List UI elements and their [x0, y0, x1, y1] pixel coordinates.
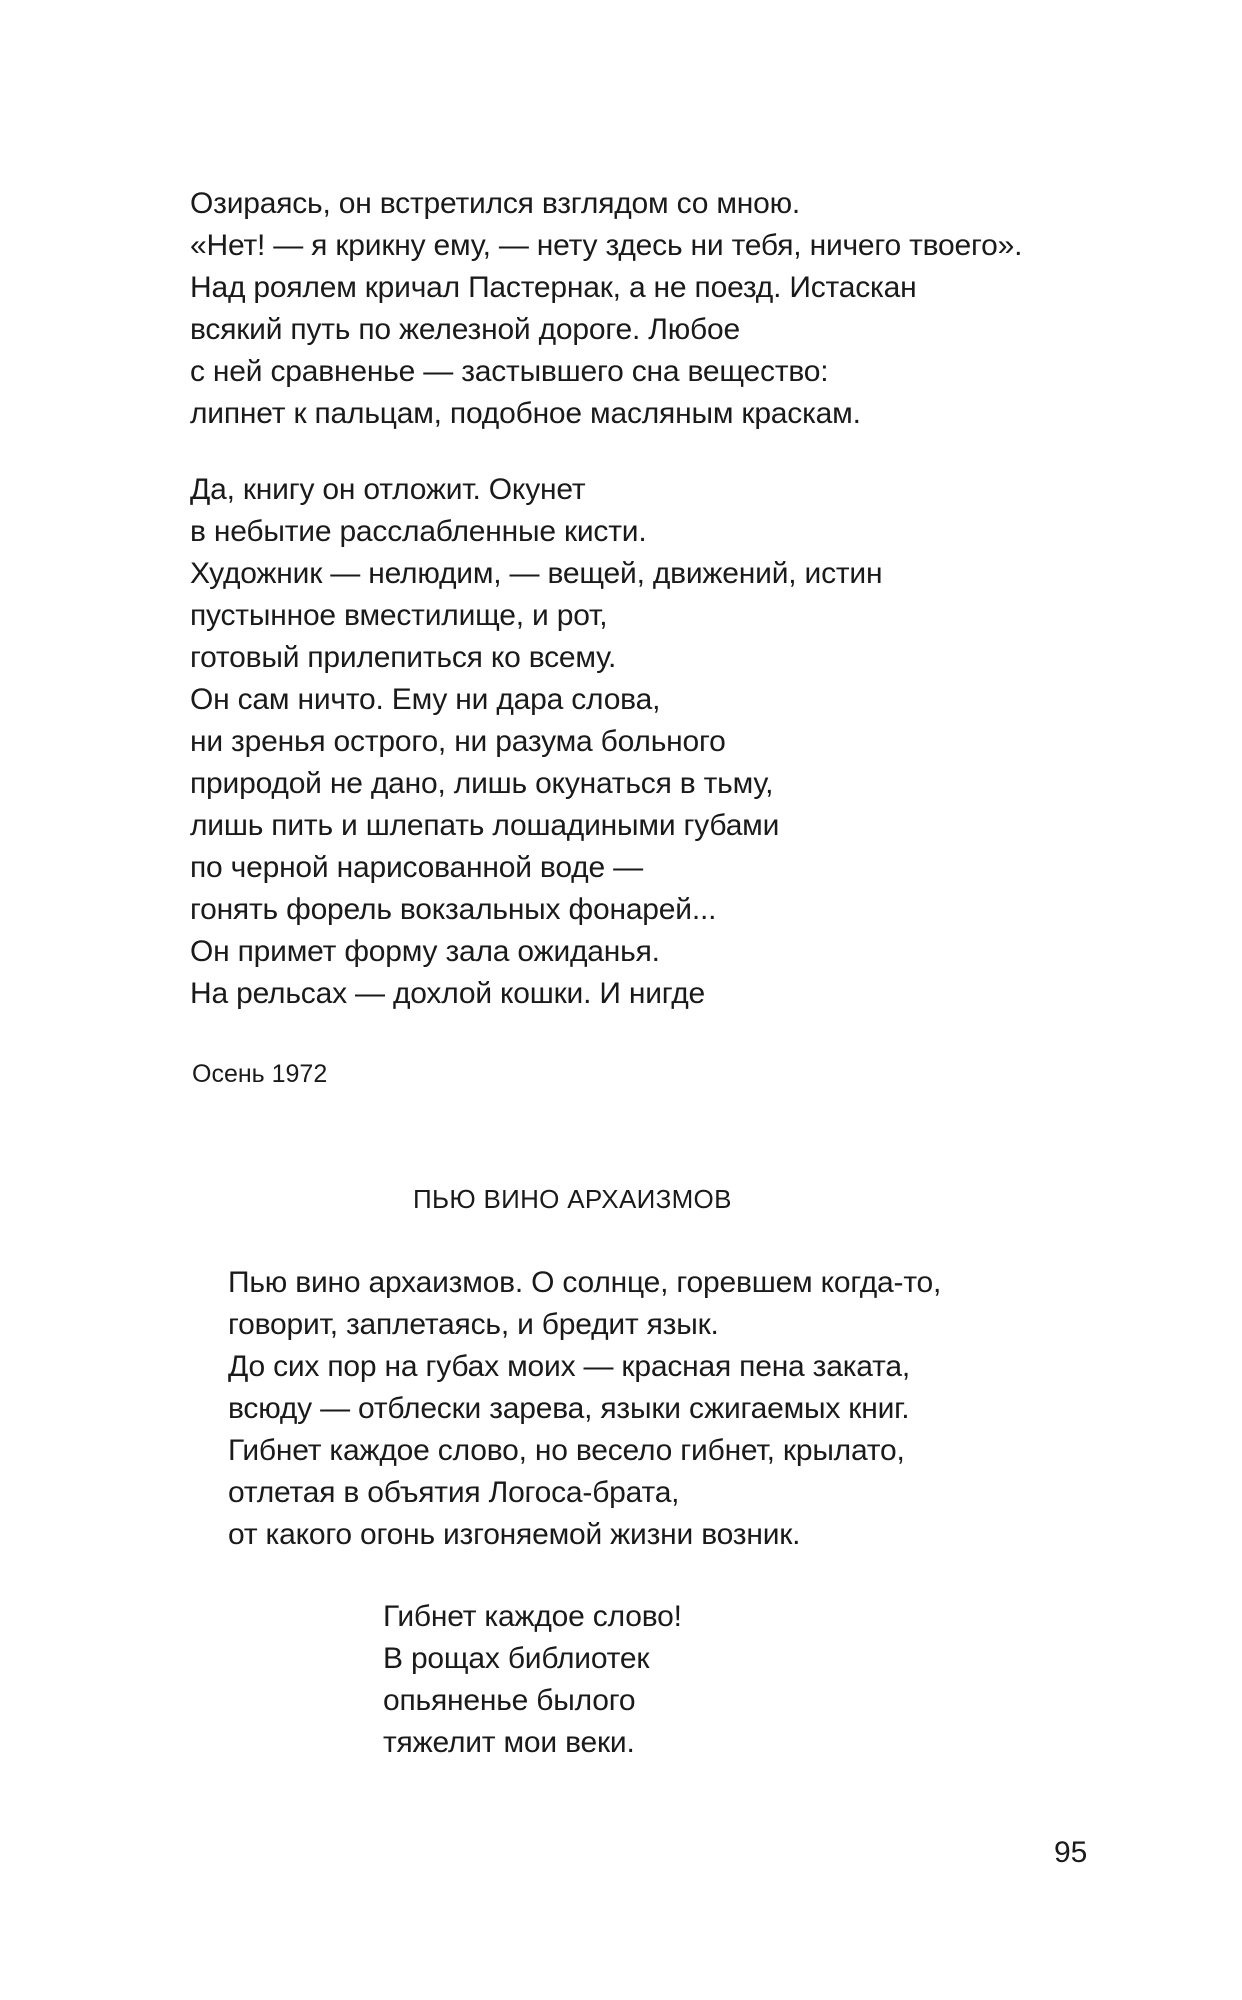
poem-line: с ней сравненье — застывшего сна вещество:	[190, 355, 829, 388]
poem-line: отлетая в объятия Логоса-брата,	[228, 1476, 680, 1509]
poem-line: по черной нарисованной воде —	[190, 851, 643, 884]
poem-2-stanza-2	[383, 1596, 682, 1764]
poem-line: в небытие расслабленные кисти.	[190, 515, 647, 548]
poem-line: Гибнет каждое слово, но весело гибнет, крылато,	[228, 1434, 905, 1467]
poem-line: Над роялем кричал Пастернак, а не поезд. Истаскан	[190, 271, 917, 304]
poem-line: Художник — нелюдим, — вещей, движений, истин	[190, 557, 883, 590]
poem-1-stanza-2	[190, 469, 882, 1015]
poem-line: тяжелит мои веки.	[383, 1726, 635, 1759]
poem-line: ни зренья острого, ни разума больного	[190, 725, 726, 758]
poem-line: всюду — отблески зарева, языки сжигаемых книг.	[228, 1392, 910, 1425]
poem-title: ПЬЮ ВИНО АРХАИЗМОВ	[413, 1184, 732, 1214]
poem-line: Гибнет каждое слово!	[383, 1600, 682, 1633]
poem-line: природой не дано, лишь окунаться в тьму,	[190, 767, 774, 800]
poem-line: готовый прилепиться ко всему.	[190, 641, 617, 674]
poem-line: липнет к пальцам, подобное масляным краскам.	[190, 397, 861, 430]
poem-line: от какого огонь изгоняемой жизни возник.	[228, 1518, 801, 1551]
poem-line: Озираясь, он встретился взглядом со мною.	[190, 187, 801, 220]
page-number: 95	[1054, 1836, 1088, 1869]
poem-line: Да, книгу он отложит. Окунет	[190, 473, 586, 506]
poem-line: В рощах библиотек	[383, 1642, 650, 1675]
poem-line: «Нет! — я крикну ему, — нету здесь ни тебя, ничего твоего».	[190, 229, 1023, 262]
poem-line: говорит, заплетаясь, и бредит язык.	[228, 1308, 719, 1341]
poem-line: пустынное вместилище, и рот,	[190, 599, 608, 632]
poem-line: Он примет форму зала ожиданья.	[190, 935, 660, 968]
poem-line: всякий путь по железной дороге. Любое	[190, 313, 740, 346]
poem-line: До сих пор на губах моих — красная пена заката,	[228, 1350, 910, 1383]
poem-date: Осень 1972	[192, 1060, 328, 1088]
poem-line: Он сам ничто. Ему ни дара слова,	[190, 683, 661, 716]
poem-line: гонять форель вокзальных фонарей...	[190, 893, 717, 926]
poem-line: На рельсах — дохлой кошки. И нигде	[190, 977, 705, 1010]
poem-line: опьяненье былого	[383, 1684, 636, 1717]
poem-line: лишь пить и шлепать лошадиными губами	[190, 809, 780, 842]
poem-2-stanza-1	[228, 1262, 941, 1556]
poem-1-stanza-1	[190, 183, 1022, 435]
poem-line: Пью вино архаизмов. О солнце, горевшем когда-то,	[228, 1266, 942, 1299]
